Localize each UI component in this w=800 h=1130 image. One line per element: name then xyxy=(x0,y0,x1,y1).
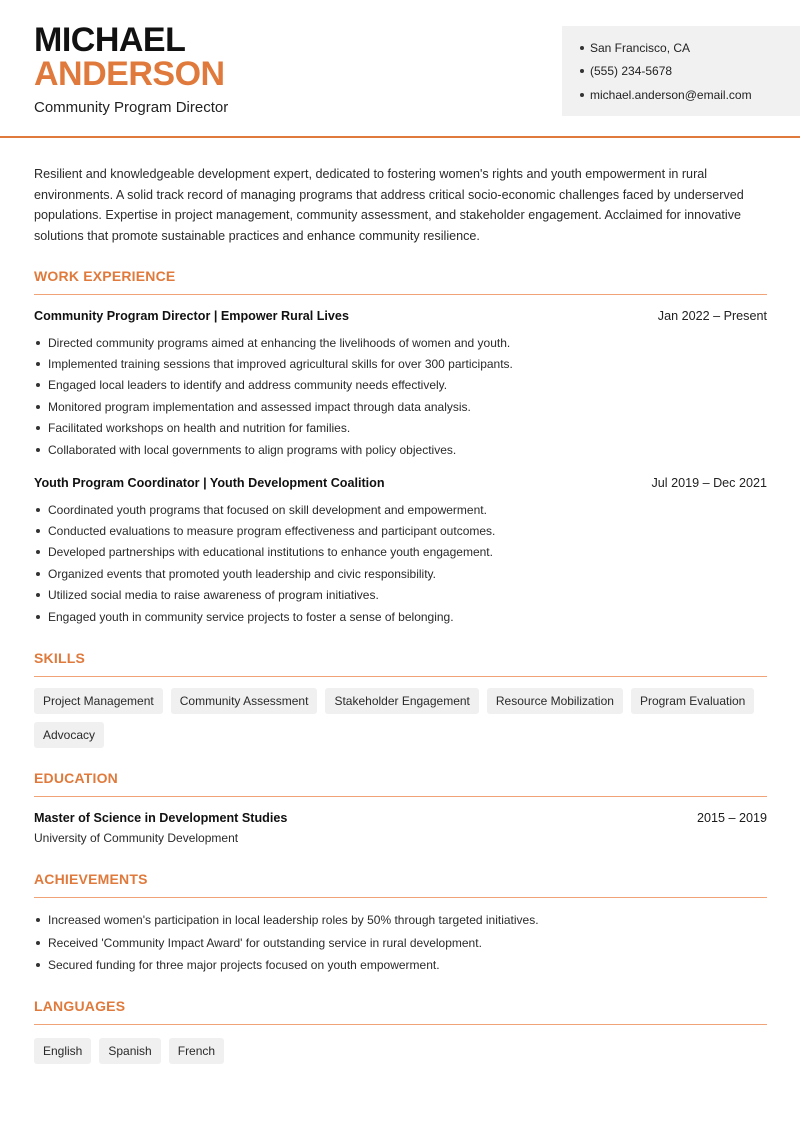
list-item-text: Collaborated with local governments to align programs with policy objectives. xyxy=(48,442,457,457)
job-dates: Jan 2022 – Present xyxy=(657,309,767,323)
list-item xyxy=(34,520,767,541)
list-item-text: Monitored program implementation and assessed impact through data analysis. xyxy=(48,399,471,414)
job-header xyxy=(34,309,767,323)
section-title-work: WORK EXPERIENCE xyxy=(34,268,176,284)
bullet-icon xyxy=(36,383,40,387)
bullet-icon xyxy=(36,615,40,619)
skill-chip: Advocacy xyxy=(34,722,104,748)
list-item-text: Directed community programs aimed at enhancing the livelihoods of women and youth. xyxy=(48,335,511,350)
job-bullet-list xyxy=(34,499,767,627)
list-item-text: Developed partnerships with educational institutions to enhance youth engagement. xyxy=(48,545,493,560)
skill-chip: Program Evaluation xyxy=(631,688,754,714)
bullet-icon xyxy=(580,69,584,73)
job-header xyxy=(34,476,767,490)
email-link[interactable]: michael.anderson@email.com xyxy=(590,87,752,102)
section-divider xyxy=(34,676,767,677)
list-item xyxy=(34,954,767,977)
list-item-text: Engaged youth in community service projects to foster a sense of belonging. xyxy=(48,609,454,624)
bullet-icon xyxy=(36,550,40,554)
list-item xyxy=(34,332,767,353)
list-item-text: Received 'Community Impact Award' for outstanding service in rural development. xyxy=(48,935,482,950)
school-name: University of Community Development xyxy=(34,831,239,845)
list-item xyxy=(34,396,767,417)
contact-box xyxy=(562,26,800,116)
bullet-icon xyxy=(36,448,40,452)
list-item xyxy=(34,353,767,374)
list-item-text: Utilized social media to raise awareness of program initiatives. xyxy=(48,588,379,603)
list-item-text: Implemented training sessions that improved agricultural skills for over 300 participants. xyxy=(48,357,513,372)
section-divider xyxy=(34,796,767,797)
degree: Master of Science in Development Studies xyxy=(34,811,288,825)
job-role: Youth Program Coordinator | Youth Development Coalition xyxy=(34,476,385,490)
section-title-languages: LANGUAGES xyxy=(34,998,126,1014)
contact-location xyxy=(580,36,800,60)
achievements-list xyxy=(34,909,767,977)
bullet-icon xyxy=(36,941,40,945)
job-role: Community Program Director | Empower Rural Lives xyxy=(34,309,349,323)
list-item-text: Organized events that promoted youth leadership and civic responsibility. xyxy=(48,566,436,581)
skill-chip: Resource Mobilization xyxy=(487,688,623,714)
contact-email[interactable] xyxy=(580,83,800,107)
bullet-icon xyxy=(36,593,40,597)
list-item xyxy=(34,563,767,584)
languages-list xyxy=(34,1038,774,1064)
section-title-skills: SKILLS xyxy=(34,650,85,666)
skill-chip: Project Management xyxy=(34,688,163,714)
last-name: ANDERSON xyxy=(34,55,225,93)
section-divider xyxy=(34,294,767,295)
language-chip: French xyxy=(169,1038,224,1064)
bullet-icon xyxy=(36,508,40,512)
language-chip: English xyxy=(34,1038,91,1064)
section-divider xyxy=(34,1024,767,1025)
job-dates: Jul 2019 – Dec 2021 xyxy=(651,476,767,490)
bullet-icon xyxy=(36,918,40,922)
summary-paragraph: Resilient and knowledgeable development expert, dedicated to fostering women's rights and youth empowerment in rural environments. A solid track record of managing programs that address critical socio-economic challenges faced by underserved populations. Expertise in project management, community assessment, and stakeholder engagement. Acclaimed for innovative solutions that promote sustainable practices and enhance community resilience. xyxy=(34,167,744,243)
education-header xyxy=(34,811,767,825)
bullet-icon xyxy=(36,341,40,345)
list-item xyxy=(34,542,767,563)
list-item xyxy=(34,585,767,606)
list-item-text: Secured funding for three major projects focused on youth empowerment. xyxy=(48,958,440,973)
list-item xyxy=(34,439,767,460)
list-item xyxy=(34,418,767,439)
skill-chip: Stakeholder Engagement xyxy=(325,688,478,714)
location-text: San Francisco, CA xyxy=(590,40,691,55)
list-item xyxy=(34,932,767,955)
job-bullet-list xyxy=(34,332,767,460)
section-title-achievements: ACHIEVEMENTS xyxy=(34,871,148,887)
phone-text: (555) 234-5678 xyxy=(590,64,673,79)
education-dates: 2015 – 2019 xyxy=(696,811,767,825)
list-item-text: Conducted evaluations to measure program effectiveness and participant outcomes. xyxy=(48,524,496,539)
first-name: MICHAEL xyxy=(34,21,186,59)
list-item-text: Engaged local leaders to identify and address community needs effectively. xyxy=(48,378,448,393)
bullet-icon xyxy=(580,93,584,97)
bullet-icon xyxy=(580,46,584,50)
list-item xyxy=(34,909,767,932)
list-item xyxy=(34,606,767,627)
job-title: Community Program Director xyxy=(34,99,229,116)
skill-chip: Community Assessment xyxy=(171,688,318,714)
list-item xyxy=(34,499,767,520)
section-divider xyxy=(34,897,767,898)
bullet-icon xyxy=(36,405,40,409)
bullet-icon xyxy=(36,963,40,967)
bullet-icon xyxy=(36,529,40,533)
skills-list xyxy=(34,688,774,748)
list-item-text: Facilitated workshops on health and nutrition for families. xyxy=(48,421,351,436)
list-item-text: Increased women's participation in local leadership roles by 50% through targeted initiatives. xyxy=(48,913,539,928)
list-item-text: Coordinated youth programs that focused on skill development and empowerment. xyxy=(48,502,487,517)
contact-phone xyxy=(580,60,800,84)
language-chip: Spanish xyxy=(99,1038,160,1064)
bullet-icon xyxy=(36,426,40,430)
bullet-icon xyxy=(36,572,40,576)
bullet-icon xyxy=(36,362,40,366)
list-item xyxy=(34,375,767,396)
resume-header xyxy=(0,0,800,138)
section-title-education: EDUCATION xyxy=(34,770,118,786)
